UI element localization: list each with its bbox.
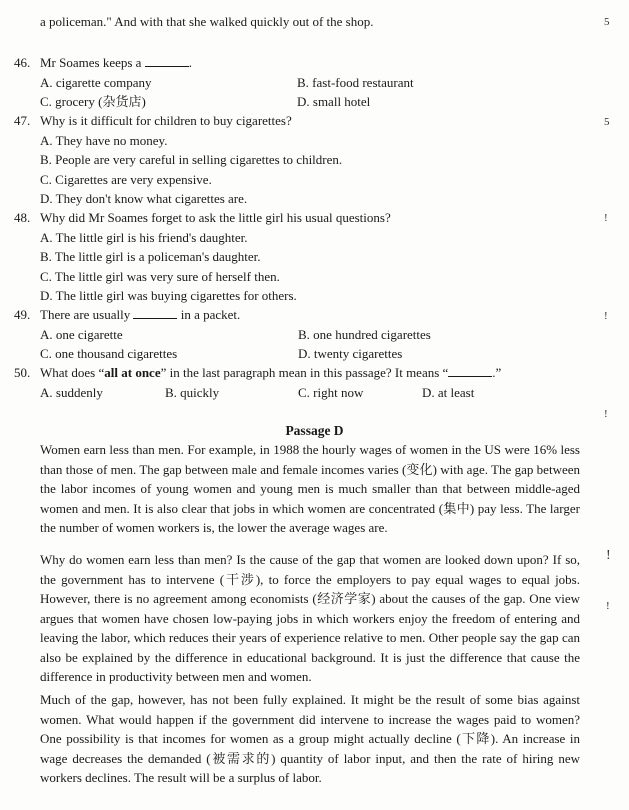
question-stem	[40, 307, 240, 323]
question-number: 46.	[14, 55, 31, 70]
margin-mark: !	[604, 310, 608, 322]
option-c: C. The little girl was very sure of herself then.	[40, 269, 280, 284]
question-number: 48.	[14, 210, 31, 225]
stem-text: Mr Soames keeps a	[40, 55, 145, 70]
stem-text: There are usually	[40, 307, 134, 322]
passage-paragraph: Women earn less than men. For example, in 1988 the hourly wages of women in the US were 16% less than those of men. The gap between male and female incomes varies (变化) with age. The gap between the labor incomes of young women and young men is much smaller than that between middle-aged women and men. It is also clear that jobs in which women are concentrated (集中) pay less. The larger the number of women workers is, the lower the average wages are.	[40, 442, 580, 535]
passage-paragraph: Much of the gap, however, has not been fully explained. It might be the result of some bias against women. What would happen if the government did intervene to increase the wages paid to women? One possibility is that incomes for women as a group might actually decline (下降). An increase in wage decreases the demanded (被需求的) quantity of labor input, and then the rate of hiring new workers declines. The result will be a surplus of labor.	[40, 692, 580, 785]
margin-mark: 5	[604, 16, 610, 28]
question-stem	[40, 365, 501, 381]
margin-mark: 5	[604, 116, 610, 128]
option-a: A. suddenly	[40, 385, 103, 400]
option-c: C. one thousand cigarettes	[40, 346, 178, 361]
stem-bold-phrase: all at once	[104, 365, 161, 380]
stem-text: in a packet.	[177, 307, 241, 322]
answer-blank	[133, 308, 177, 319]
top-line: a policeman." And with that she walked quickly out of the shop.	[40, 14, 374, 29]
passage-title: Passage D	[285, 423, 344, 438]
stem-text: .	[188, 55, 192, 70]
question-number: 47.	[14, 113, 31, 128]
question-stem	[40, 55, 192, 71]
option-a: A. one cigarette	[40, 327, 123, 342]
option-b: B. one hundred cigarettes	[298, 327, 431, 342]
option-b: B. quickly	[165, 385, 220, 400]
question-stem: Why is it difficult for children to buy cigarettes?	[40, 113, 292, 128]
option-b: B. People are very careful in selling cigarettes to children.	[40, 152, 343, 167]
option-d: D. The little girl was buying cigarettes for others.	[40, 288, 297, 303]
option-d: D. twenty cigarettes	[298, 346, 403, 361]
stem-text: .”	[492, 365, 502, 380]
option-b: B. The little girl is a policeman's daughter.	[40, 249, 261, 264]
option-d: D. They don't know what cigarettes are.	[40, 191, 248, 206]
margin-mark: !	[604, 212, 608, 224]
stem-text: ” in the last paragraph mean in this passage? It means “	[160, 365, 449, 380]
option-c: C. Cigarettes are very expensive.	[40, 172, 212, 187]
passage-paragraph: Why do women earn less than men? Is the cause of the gap that women are looked down upon? If so, the government has to intervene (干涉), to force the employers to pay equal wages to equal jobs. However, there is no agreement among economists (经济学家) about the causes of the gap. One view argues that women have chosen low-paying jobs in which workers enjoy the freedom of entering and leaving the labor, which reduces their years of experience relative to men. Other people say the gap can also be explained by the difference in educational background. It is just the difference that cause the difference in productivity between men and women.	[40, 552, 580, 684]
question-number: 50.	[14, 365, 31, 380]
question-stem: Why did Mr Soames forget to ask the little girl his usual questions?	[40, 210, 391, 225]
answer-blank	[448, 366, 492, 377]
option-a: A. cigarette company	[40, 75, 152, 90]
margin-mark: !	[604, 408, 608, 420]
option-b: B. fast-food restaurant	[297, 75, 414, 90]
answer-blank	[145, 56, 189, 67]
margin-mark: !	[606, 548, 611, 563]
option-a: A. They have no money.	[40, 133, 168, 148]
option-c: C. right now	[298, 385, 364, 400]
option-d: D. at least	[422, 385, 475, 400]
option-a: A. The little girl is his friend's daughter.	[40, 230, 248, 245]
option-d: D. small hotel	[297, 94, 371, 109]
stem-text: What does “	[40, 365, 105, 380]
option-c: C. grocery (杂货店)	[40, 94, 146, 109]
margin-mark: !	[606, 600, 610, 612]
question-number: 49.	[14, 307, 31, 322]
